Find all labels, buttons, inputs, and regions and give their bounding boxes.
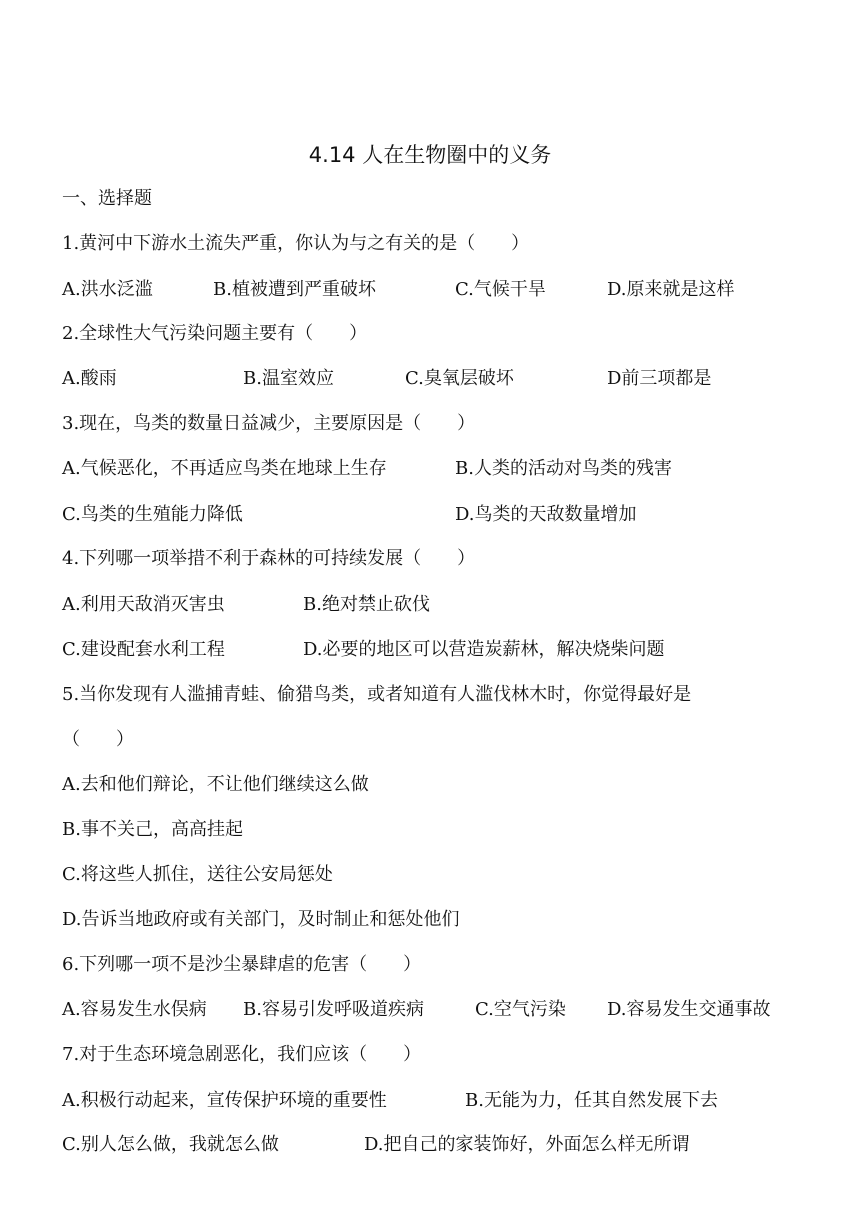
- question-3-stem: 3.现在，鸟类的数量日益减少，主要原因是（ ）: [62, 413, 476, 434]
- question-2-option-c: C.臭氧层破坏: [405, 368, 514, 389]
- question-6-option-c: C.空气污染: [475, 999, 566, 1020]
- question-2-option-d: D前三项都是: [607, 368, 712, 389]
- question-1-option-a: A.洪水泛滥: [62, 279, 153, 300]
- question-5-stem-continued: （ ）: [62, 729, 134, 750]
- question-5-option-d: D.告诉当地政府或有关部门，及时制止和惩处他们: [62, 909, 460, 930]
- question-3-option-c: C.鸟类的生殖能力降低: [62, 504, 243, 525]
- question-6-stem: 6.下列哪一项不是沙尘暴肆虐的危害（ ）: [62, 954, 422, 975]
- question-6-option-a: A.容易发生水俣病: [62, 999, 207, 1020]
- question-7-option-b: B.无能为力，任其自然发展下去: [465, 1090, 718, 1111]
- question-4-option-b: B.绝对禁止砍伐: [303, 594, 430, 615]
- question-4-option-d: D.必要的地区可以营造炭薪林，解决烧柴问题: [303, 639, 665, 660]
- question-7-stem: 7.对于生态环境急剧恶化，我们应该（ ）: [62, 1044, 422, 1065]
- question-1-option-c: C.气候干旱: [455, 279, 546, 300]
- question-5-stem: 5.当你发现有人滥捕青蛙、偷猎鸟类，或者知道有人滥伐林木时，你觉得最好是: [62, 684, 692, 705]
- question-4-option-a: A.利用天敌消灭害虫: [62, 594, 225, 615]
- question-1-option-d: D.原来就是这样: [607, 279, 735, 300]
- question-7-option-c: C.别人怎么做，我就怎么做: [62, 1134, 279, 1155]
- question-7-option-d: D.把自己的家装饰好，外面怎么样无所谓: [364, 1134, 690, 1155]
- question-5-option-a: A.去和他们辩论，不让他们继续这么做: [62, 774, 369, 795]
- question-6-option-b: B.容易引发呼吸道疾病: [243, 999, 424, 1020]
- question-3-option-b: B.人类的活动对鸟类的残害: [455, 458, 672, 479]
- question-1-option-b: B.植被遭到严重破坏: [213, 279, 376, 300]
- question-3-option-d: D.鸟类的天敌数量增加: [455, 504, 637, 525]
- question-1-stem: 1.黄河中下游水土流失严重，你认为与之有关的是（ ）: [62, 233, 530, 254]
- question-3-option-a: A.气候恶化，不再适应鸟类在地球上生存: [62, 458, 387, 479]
- section-heading: 一、选择题: [62, 188, 152, 209]
- question-4-stem: 4.下列哪一项举措不利于森林的可持续发展（ ）: [62, 548, 476, 569]
- question-6-option-d: D.容易发生交通事故: [607, 999, 771, 1020]
- question-4-option-c: C.建设配套水利工程: [62, 639, 225, 660]
- page-title: 4.14 人在生物圈中的义务: [308, 143, 552, 167]
- question-7-option-a: A.积极行动起来，宣传保护环境的重要性: [62, 1090, 387, 1111]
- question-2-option-b: B.温室效应: [243, 368, 334, 389]
- question-2-option-a: A.酸雨: [62, 368, 117, 389]
- question-5-option-b: B.事不关己，高高挂起: [62, 819, 243, 840]
- question-2-stem: 2.全球性大气污染问题主要有（ ）: [62, 323, 368, 344]
- question-5-option-c: C.将这些人抓住，送往公安局惩处: [62, 864, 333, 885]
